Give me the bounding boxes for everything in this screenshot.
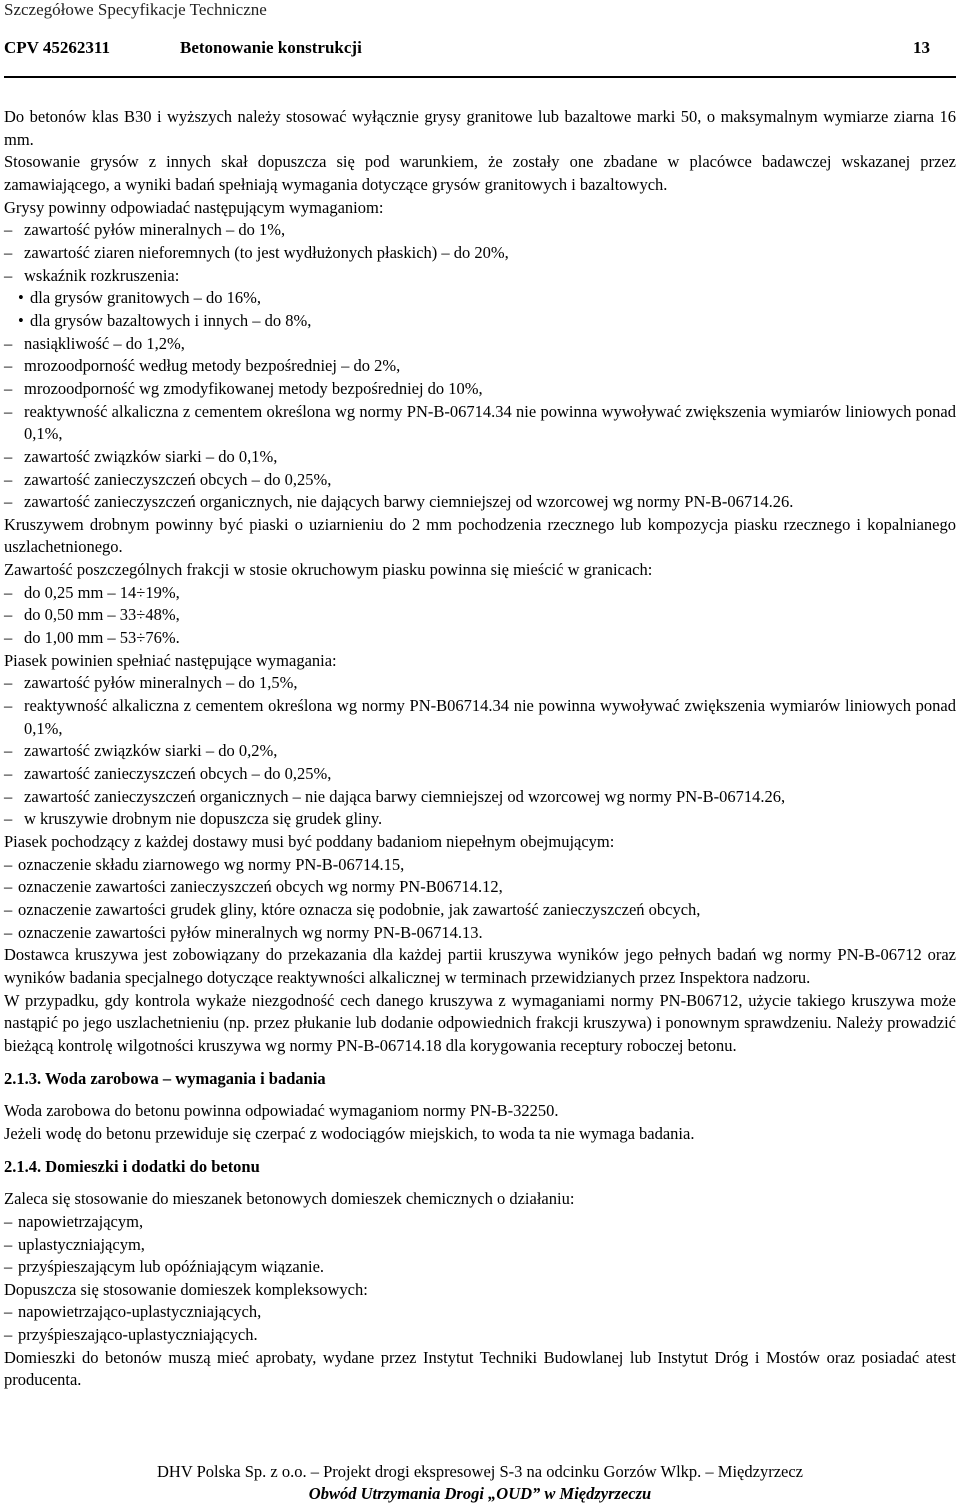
paragraph: Piasek powinien spełniać następujące wymagania:: [4, 650, 337, 670]
list-item: – zawartość związków siarki – do 0,1%,: [4, 446, 956, 469]
list-item: – do 0,50 mm – 33÷48%,: [4, 604, 956, 627]
bullet-item: • dla grysów bazaltowych i innych – do 8%,: [4, 310, 956, 333]
footer-unit: Obwód Utrzymania Drogi „OUD” w Międzyrzeczu: [308, 1484, 652, 1503]
paragraph: Woda zarobowa do betonu powinna odpowiadać wymaganiom normy PN-B-32250.: [4, 1101, 559, 1121]
cpv-code: CPV 45262311: [4, 38, 110, 57]
list-item: – do 1,00 mm – 53÷76%.: [4, 627, 956, 650]
section-heading: 2.1.4. Domieszki i dodatki do betonu: [4, 1156, 260, 1176]
page-number: 13: [913, 38, 930, 57]
list-item: – reaktywność alkaliczna z cementem określona wg normy PN-B06714.34 nie powinna wywoływać zwiększenia wymiarów liniowych ponad 0,1%,: [4, 695, 956, 740]
paragraph: Do betonów klas B30 i wyższych należy stosować wyłącznie grysy granitowe lub bazaltowe marki 50, o maksymalnym wymiarze ziarna 16 mm.: [4, 107, 956, 149]
list-item: – oznaczenie zawartości grudek gliny, które oznacza się podobnie, jak zawartość zanieczyszczeń obcych,: [4, 899, 956, 922]
paragraph: Grysy powinny odpowiadać następującym wymaganiom:: [4, 197, 384, 217]
list-item: – mrozoodporność wg zmodyfikowanej metody bezpośredniej do 10%,: [4, 378, 956, 401]
document-body: [4, 106, 956, 1392]
paragraph: Jeżeli wodę do betonu przewiduje się czerpać z wodociągów miejskich, to woda ta nie wymaga badania.: [4, 1123, 695, 1143]
list-item: – napowietrzającym,: [4, 1211, 956, 1234]
list-item: – przyśpieszająco-uplastyczniających.: [4, 1324, 956, 1347]
paragraph: Stosowanie grysów z innych skał dopuszcza się pod warunkiem, że zostały one zbadane w placówce badawczej wskazanej przez zamawiającego, a wyniki badań spełniają wymagania dotyczące grysów granitowych i bazaltowych.: [4, 152, 956, 194]
list-item: – zawartość zanieczyszczeń organicznych – nie dająca barwy ciemniejszej od wzorcowej wg normy PN-B-06714.26,: [4, 786, 956, 809]
list-item: – reaktywność alkaliczna z cementem określona wg normy PN-B-06714.34 nie powinna wywoływać zwiększenia wymiarów liniowych ponad 0,1%,: [4, 401, 956, 446]
paragraph: Domieszki do betonów muszą mieć aprobaty, wydane przez Instytut Techniki Budowlanej lub Instytut Dróg i Mostów oraz posiadać atest producenta.: [4, 1347, 956, 1390]
list-item: – przyśpieszającym lub opóźniającym wiązanie.: [4, 1256, 956, 1279]
page-footer: [0, 1462, 960, 1504]
list-item: – zawartość pyłów mineralnych – do 1%,: [4, 219, 956, 242]
section-heading: 2.1.3. Woda zarobowa – wymagania i badania: [4, 1068, 326, 1088]
paragraph: Piasek pochodzący z każdej dostawy musi być poddany badaniom niepełnym obejmującym:: [4, 832, 615, 851]
paragraph: Zaleca się stosowanie do mieszanek betonowych domieszek chemicznych o działaniu:: [4, 1189, 575, 1209]
paragraph: Dopuszcza się stosowanie domieszek kompleksowych:: [4, 1279, 368, 1299]
list-item: – wskaźnik rozkruszenia:: [4, 265, 956, 288]
paragraph: W przypadku, gdy kontrola wykaże niezgodność cech danego kruszywa z wymaganiami normy PN-B06712, użycie takiego kruszywa może nastąpić po jego uszlachetnieniu (np. przez płukanie lub dodanie odpowiednich frakcji kruszywa) i ponownym sprawdzeniu. Należy prowadzić bieżącą kontrolę wilgotności kruszywa wg normy PN-B-06714.18 dla korygowania receptury roboczej betonu.: [4, 990, 956, 1055]
list-item: – zawartość zanieczyszczeń organicznych, nie dających barwy ciemniejszej od wzorcowej wg normy PN-B-06714.26.: [4, 491, 956, 514]
list-item: – do 0,25 mm – 14÷19%,: [4, 582, 956, 605]
list-item: – nasiąkliwość – do 1,2%,: [4, 333, 956, 356]
paragraph: Kruszywem drobnym powinny być piaski o uziarnieniu do 2 mm pochodzenia rzecznego lub kompozycja piasku rzecznego i kopalnianego uszlachetnionego.: [4, 514, 956, 557]
list-item: – w kruszywie drobnym nie dopuszcza się grudek gliny.: [4, 808, 956, 831]
list-item: – zawartość zanieczyszczeń obcych – do 0,25%,: [4, 469, 956, 492]
list-item: – zawartość związków siarki – do 0,2%,: [4, 740, 956, 763]
list-item: – oznaczenie składu ziarnowego wg normy PN-B-06714.15,: [4, 854, 956, 877]
paragraph: Zawartość poszczególnych frakcji w stosie okruchowym piasku powinna się mieścić w granicach:: [4, 560, 653, 580]
list-item: – zawartość ziaren nieforemnych (to jest wydłużonych płaskich) – do 20%,: [4, 242, 956, 265]
list-item: – zawartość zanieczyszczeń obcych – do 0,25%,: [4, 763, 956, 786]
list-item: – zawartość pyłów mineralnych – do 1,5%,: [4, 672, 956, 695]
list-item: – napowietrzająco-uplastyczniających,: [4, 1301, 956, 1324]
list-item: – oznaczenie zawartości zanieczyszczeń obcych wg normy PN-B06714.12,: [4, 876, 956, 899]
bullet-item: • dla grysów granitowych – do 16%,: [4, 287, 956, 310]
footer-company: DHV Polska Sp. z o.o. – Projekt drogi ekspresowej S-3 na odcinku Gorzów Wlkp. – Międzyrzecz: [157, 1462, 803, 1481]
header-divider: [4, 76, 956, 78]
paragraph: Dostawca kruszywa jest zobowiązany do przekazania dla każdej partii kruszywa wyników jego pełnych badań wg normy PN-B-06712 oraz wyników badania specjalnego dotyczące reaktywności alkalicznej w terminach przewidzianych przez Inspektora nadzoru.: [4, 945, 956, 987]
list-item: – oznaczenie zawartości pyłów mineralnych wg normy PN-B-06714.13.: [4, 922, 956, 945]
list-item: – uplastyczniającym,: [4, 1234, 956, 1257]
document-title: Szczegółowe Specyfikacje Techniczne: [4, 0, 267, 19]
list-item: – mrozoodporność według metody bezpośredniej – do 2%,: [4, 355, 956, 378]
header-subject: Betonowanie konstrukcji: [180, 38, 362, 57]
